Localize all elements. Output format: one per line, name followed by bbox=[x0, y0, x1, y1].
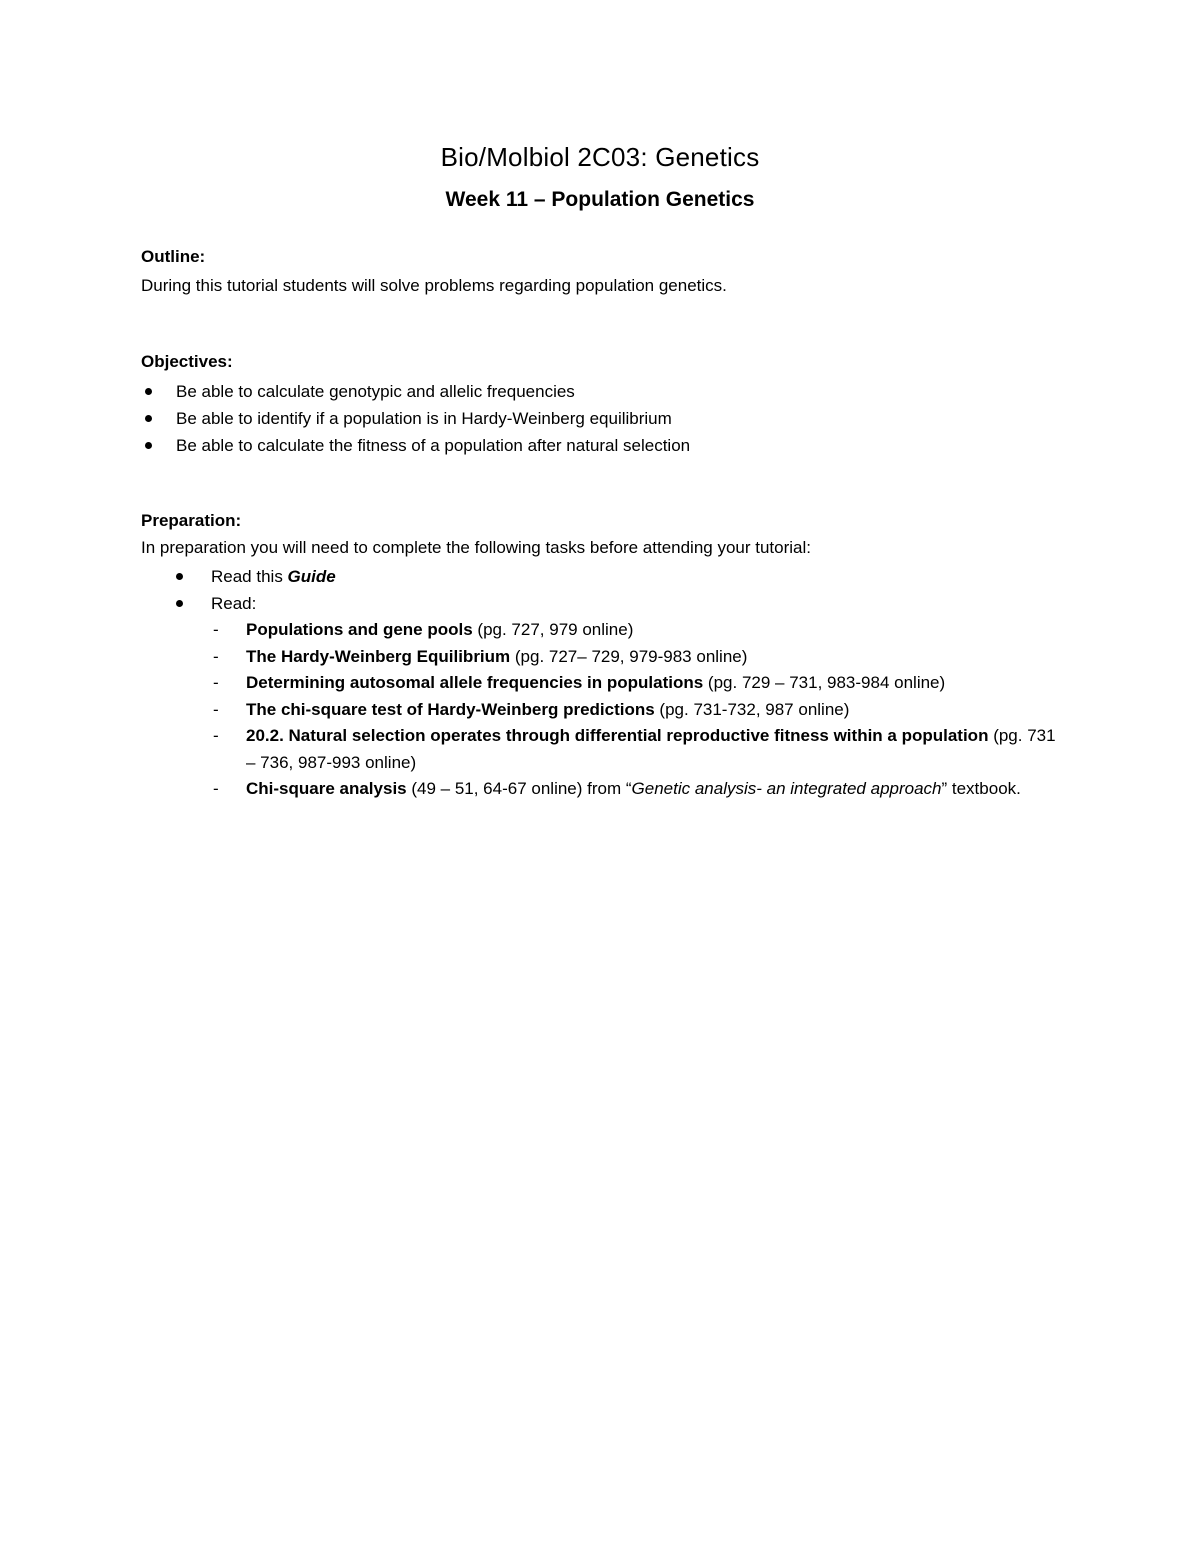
reading-pages: (pg. 731-732, 987 online) bbox=[654, 699, 850, 719]
dash-marker: - bbox=[213, 646, 219, 666]
document-title: Bio/Molbiol 2C03: Genetics bbox=[440, 142, 760, 172]
reading-suffix: ” textbook. bbox=[941, 779, 1021, 798]
reading-title: The chi-square test of Hardy-Weinberg predictions bbox=[246, 699, 655, 719]
dash-marker: - bbox=[213, 726, 219, 745]
reading-pages: (pg. 727, 979 online) bbox=[472, 620, 634, 639]
dash-marker: - bbox=[213, 673, 219, 692]
list-item bbox=[141, 590, 336, 617]
reading-list bbox=[211, 617, 1061, 803]
objective-text: Be able to calculate the fitness of a population after natural selection bbox=[176, 436, 691, 455]
reading-pages: (pg. 727– 729, 979-983 online) bbox=[510, 646, 748, 666]
list-item bbox=[211, 723, 1061, 776]
reading-title: Chi-square analysis bbox=[246, 779, 407, 798]
list-item bbox=[211, 697, 1061, 724]
dash-marker: - bbox=[213, 699, 219, 719]
objective-text: Be able to calculate genotypic and allelic frequencies bbox=[176, 382, 575, 401]
bullet-icon bbox=[145, 388, 152, 395]
document-subtitle: Week 11 – Population Genetics bbox=[445, 188, 755, 211]
reading-title: 20.2. Natural selection operates through differential reproductive fitness within a population bbox=[246, 726, 989, 745]
list-item bbox=[141, 432, 690, 459]
objectives-heading: Objectives: bbox=[141, 352, 233, 371]
task-read-guide-emph: Guide bbox=[287, 567, 336, 586]
preparation-intro: In preparation you will need to complete the following tasks before attending your tutorial: bbox=[141, 538, 812, 557]
task-read-guide-prefix: Read this bbox=[211, 567, 288, 586]
task-read-label: Read: bbox=[211, 594, 257, 613]
reading-pages: (pg. 729 – 731, 983-984 online) bbox=[703, 673, 946, 692]
list-item bbox=[211, 776, 1061, 803]
list-item bbox=[141, 405, 690, 432]
list-item bbox=[141, 378, 690, 405]
bullet-icon bbox=[176, 573, 183, 580]
outline-text: During this tutorial students will solve problems regarding population genetics. bbox=[141, 276, 727, 295]
reading-pages: (49 – 51, 64-67 online) from “ bbox=[406, 779, 632, 798]
dash-marker: - bbox=[213, 620, 219, 639]
reading-title: Determining autosomal allele frequencies in populations bbox=[246, 673, 704, 692]
objective-text: Be able to identify if a population is in Hardy-Weinberg equilibrium bbox=[176, 409, 672, 428]
bullet-icon bbox=[145, 415, 152, 422]
book-title: Genetic analysis- an integrated approach bbox=[631, 779, 942, 798]
outline-heading: Outline: bbox=[141, 247, 206, 266]
dash-marker: - bbox=[213, 779, 219, 798]
list-item bbox=[211, 644, 1061, 671]
list-item bbox=[211, 670, 1061, 697]
list-item bbox=[141, 563, 336, 590]
list-item bbox=[211, 617, 1061, 644]
objectives-list bbox=[141, 378, 690, 459]
preparation-tasks bbox=[141, 563, 336, 617]
reading-pages: (pg. 731 – 736, 987-993 online) bbox=[246, 726, 1056, 772]
bullet-icon bbox=[145, 442, 152, 449]
reading-title: The Hardy-Weinberg Equilibrium bbox=[246, 646, 511, 666]
preparation-heading: Preparation: bbox=[141, 511, 242, 530]
reading-title: Populations and gene pools bbox=[246, 620, 473, 639]
bullet-icon bbox=[176, 600, 183, 607]
